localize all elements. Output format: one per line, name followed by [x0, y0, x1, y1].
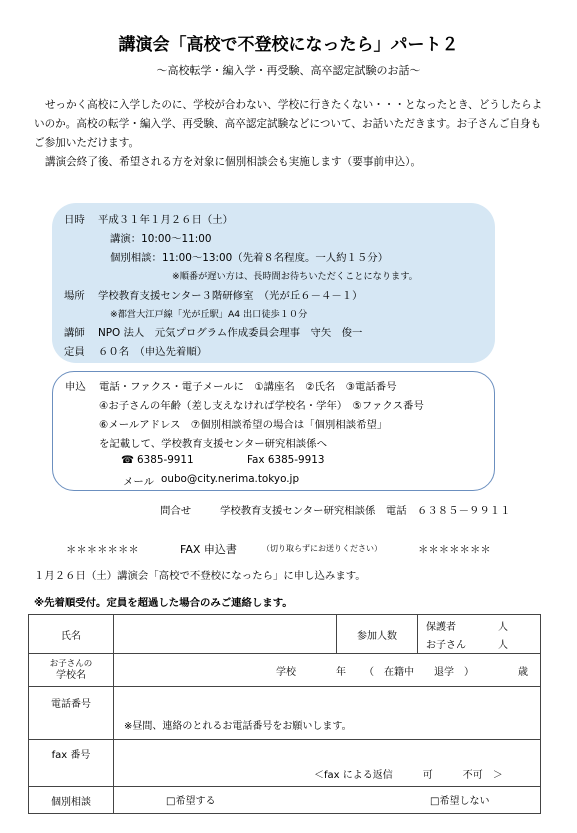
year-suffix: 年: [336, 667, 346, 678]
consult-not-want-checkbox[interactable]: □希望しない: [430, 796, 490, 807]
phone-label-cell: [29, 687, 114, 740]
school-label-cell: [29, 654, 114, 687]
place-label: 場所: [64, 290, 85, 302]
apply-mail: oubo@city.nerima.tokyo.jp: [161, 473, 300, 485]
enrollment-status: （ 在籍中 退学 ）: [364, 667, 474, 678]
name-label: 氏名: [61, 630, 81, 642]
child-label: お子さん: [426, 640, 466, 651]
fax-form-heading: FAX 申込書: [180, 543, 237, 556]
phone-icon: ☎: [121, 454, 134, 466]
speaker-value: NPO 法人 元気プログラム作成委員会理事 守矢 俊一: [98, 327, 363, 339]
consult-label-cell: [29, 787, 114, 814]
apply-tel: 6385-9911: [137, 454, 194, 466]
date-value: 平成３１年１月２６日（土）: [98, 214, 234, 226]
consult-time: 個別相談：11:00～13:00（先着８名程度。一人約１５分）: [110, 252, 389, 264]
consult-label: 個別相談: [51, 796, 91, 808]
guardian-label: 保護者: [426, 622, 456, 633]
fax-input[interactable]: [114, 740, 541, 787]
age-suffix: 歳: [518, 667, 528, 678]
date-label: 日時: [64, 214, 85, 226]
participants-label-cell: [337, 615, 418, 654]
page-subtitle: ～高校転学・編入学・再受験、高卒認定試験のお話～: [156, 64, 421, 77]
apply-fax: Fax 6385-9913: [247, 454, 325, 466]
apply-line-4: を記載して、学校教育支援センター研究相談係へ: [99, 438, 327, 450]
fax-application-form: [28, 614, 541, 814]
apply-line-1: 電話・ファクス・電子メールに ①講座名 ②氏名 ③電話番号: [99, 381, 397, 393]
page-title: 講演会「高校で不登校になったら」パート２: [118, 35, 459, 55]
lecture-time: 講演：10:00～11:00: [110, 233, 212, 245]
fax-label: fax 番号: [51, 750, 91, 761]
school-label-1: お子さんの: [49, 659, 93, 669]
inquiry-text: 学校教育支援センター研究相談係 電話 ６３８５－９９１１: [220, 505, 511, 517]
capacity-value: ６０名 （申込先着順）: [98, 346, 208, 358]
name-input[interactable]: [114, 615, 337, 654]
consult-note: ※順番が遅い方は、長時間お待ちいただくことになります。: [172, 271, 418, 282]
school-input[interactable]: [114, 654, 541, 687]
participants-input[interactable]: [418, 615, 541, 654]
apply-label: 申込: [65, 381, 86, 393]
consult-choice-cell: [114, 787, 541, 814]
mail-label: メール: [123, 476, 154, 488]
event-info-box: [52, 203, 495, 363]
intro-text: [34, 96, 546, 172]
fax-form-note: （切り取らずにお送りください）: [262, 544, 382, 553]
notice-text: ※先着順受付。定員を超過した場合のみご連絡します。: [34, 597, 293, 609]
stars-right: ＊＊＊＊＊＊＊: [418, 544, 491, 556]
school-suffix: 学校: [276, 667, 296, 678]
consult-want-checkbox[interactable]: □希望する: [166, 796, 216, 807]
application-box: [52, 371, 495, 491]
participants-label: 参加人数: [357, 630, 397, 642]
phone-input[interactable]: [114, 687, 541, 740]
guardian-unit: 人: [498, 622, 508, 633]
inquiry-label: 問合せ: [160, 505, 192, 517]
intro-paragraph-1: せっかく高校に入学したのに、学校が合わない、学校に行きたくない・・・となったとき、どうしたらよいのか。高校の転学・編入学、再受験、高卒認定試験などについて、お話いただきます。お子さんご自身もご参加いただけます。: [34, 99, 543, 149]
phone-label: 電話番号: [51, 699, 91, 710]
apply-line-3: ⑥メールアドレス ⑦個別相談希望の場合は「個別相談希望」: [99, 419, 388, 431]
phone-note: ※昼間、連絡のとれるお電話番号をお願いします。: [124, 721, 352, 732]
intro-paragraph-2: 講演会終了後、希望される方を対象に個別相談会も実施します（要事前申込）。: [45, 156, 422, 168]
access-note: ※都営大江戸線「光が丘駅」A4 出口徒歩１０分: [110, 309, 308, 320]
fax-reply-option: ＜fax による返信 可 不可 ＞: [314, 770, 503, 781]
declaration-text: １月２６日（土）講演会「高校で不登校になったら」に申し込みます。: [34, 570, 366, 582]
apply-line-2: ④お子さんの年齢（差し支えなければ学校名・学年） ⑤ファクス番号: [99, 400, 424, 412]
name-label-cell: [29, 615, 114, 654]
speaker-label: 講師: [64, 327, 85, 339]
school-label-2: 学校名: [56, 670, 86, 681]
child-unit: 人: [498, 640, 508, 651]
stars-left: ＊＊＊＊＊＊＊: [66, 544, 139, 556]
place-value: 学校教育支援センター３階研修室 （光が丘６－４－１）: [98, 290, 363, 302]
capacity-label: 定員: [64, 346, 85, 358]
fax-label-cell: [29, 740, 114, 787]
